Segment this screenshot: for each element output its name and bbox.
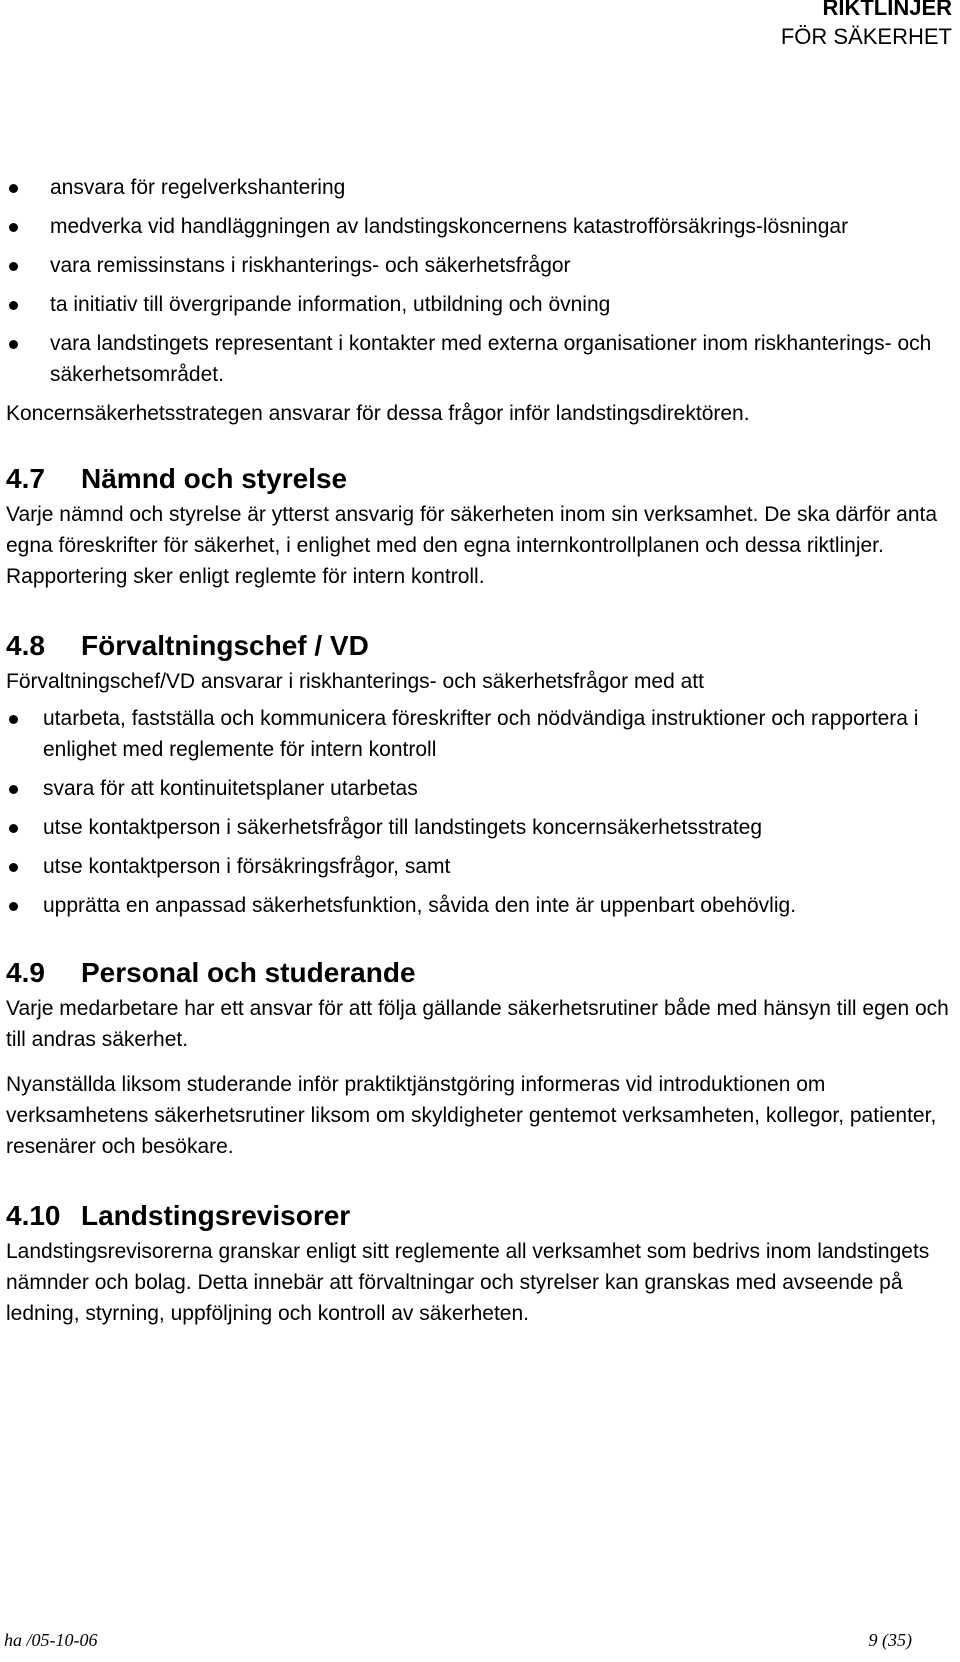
- footer-date: ha /05-10-06: [4, 1630, 98, 1650]
- section-title: Landstingsrevisorer: [81, 1200, 351, 1231]
- section-paragraph: Nyanställda liksom studerande inför praktiktjänstgöring informeras vid introduktionen om verksamhetens säkerhetsrutiner liksom om skyldigheter gentemot verksamheten, kollegor, patienter, resenärer och besökare.: [6, 1073, 937, 1158]
- header-title: RIKTLINJER: [822, 0, 952, 20]
- section-title: Förvaltningschef / VD: [81, 630, 369, 661]
- responsibility-list: [6, 703, 951, 921]
- header-subtitle: FÖR SÄKERHET: [780, 23, 952, 49]
- section-heading-4-7: [6, 459, 951, 499]
- section-number: 4.8: [6, 630, 45, 661]
- list-item: utse kontaktperson i försäkringsfrågor, samt: [6, 851, 951, 882]
- list-item: utarbeta, fastställa och kommunicera föreskrifter och nödvändiga instruktioner och rapportera i enlighet med reglemente för intern kontroll: [6, 703, 951, 765]
- section-heading-4-8: [6, 626, 951, 666]
- list-item: utse kontaktperson i säkerhetsfrågor till landstingets koncernsäkerhetsstrateg: [6, 812, 951, 843]
- list-item: ta initiativ till övergripande information, utbildning och övning: [6, 289, 951, 320]
- page-header: [781, 0, 952, 51]
- list-item: svara för att kontinuitetsplaner utarbetas: [6, 773, 951, 804]
- section-paragraph: Varje nämnd och styrelse är ytterst ansvarig för säkerheten inom sin verksamhet. De ska därför anta egna föreskrifter för säkerhet, i enlighet med den egna internkontrollplanen och dessa riktlinjer. Rapportering sker enligt reglemte för intern kontroll.: [6, 503, 938, 588]
- section-title: Nämnd och styrelse: [81, 463, 348, 494]
- section-title: Personal och studerande: [81, 957, 416, 988]
- list-item: vara landstingets representant i kontakter med externa organisationer inom riskhanterings- och säkerhetsområdet.: [6, 328, 951, 390]
- section-heading-4-9: [6, 953, 951, 993]
- page-number: 9 (35): [868, 1630, 912, 1650]
- list-item: vara remissinstans i riskhanterings- och säkerhetsfrågor: [6, 250, 951, 281]
- section-paragraph: Varje medarbetare har ett ansvar för att följa gällande säkerhetsrutiner både med hänsyn till egen och till andras säkerhet.: [6, 997, 949, 1051]
- section-number: 4.7: [6, 463, 45, 494]
- list-item: ansvara för regelverkshantering: [6, 172, 951, 203]
- list-item: medverka vid handläggningen av landstingskoncernens katastrofförsäkrings-lösningar: [6, 211, 951, 242]
- section-number: 4.10: [6, 1200, 61, 1231]
- intro-list: [6, 172, 951, 390]
- section-paragraph: Landstingsrevisorerna granskar enligt sitt reglemente all verksamhet som bedrivs inom landstingets nämnder och bolag. Detta innebär att förvaltningar och styrelser kan granskas med avseende på ledning, styrning, uppföljning och kontroll av säkerheten.: [6, 1240, 930, 1325]
- section-lead: Förvaltningschef/VD ansvarar i riskhanterings- och säkerhetsfrågor med att: [6, 670, 704, 693]
- page-footer: [4, 1630, 912, 1651]
- list-item: upprätta en anpassad säkerhetsfunktion, såvida den inte är uppenbart obehövlig.: [6, 890, 951, 921]
- section-heading-4-10: [6, 1196, 951, 1236]
- section-number: 4.9: [6, 957, 45, 988]
- document-body: [6, 172, 951, 1329]
- intro-note: Koncernsäkerhetsstrategen ansvarar för dessa frågor inför landstingsdirektören.: [6, 402, 750, 425]
